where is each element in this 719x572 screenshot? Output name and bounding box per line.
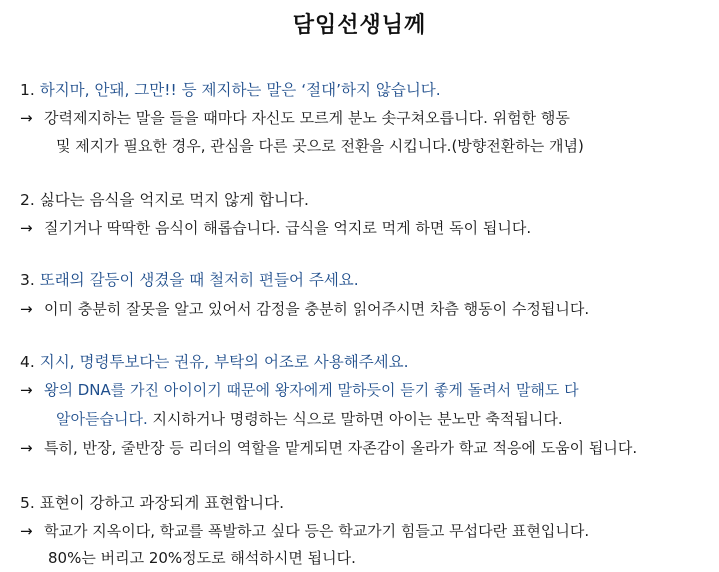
line-text: 및 제지가 필요한 경우, 관심을 다른 곳으로 전환을 시킵니다.(방향전환하는 개념)	[56, 137, 584, 155]
arrow-icon: →	[20, 381, 33, 399]
item-number: 3.	[20, 271, 35, 289]
page-title: 담임선생님께	[292, 13, 427, 38]
item-heading-text: 표현이 강하고 과장되게 표현합니다.	[39, 494, 285, 512]
item-2-line-1	[20, 218, 531, 238]
item-heading-text: 싫다는 음식을 억지로 먹지 않게 합니다.	[39, 191, 309, 209]
item-number: 5.	[20, 494, 35, 512]
item-3-heading	[20, 270, 359, 290]
item-4-heading	[20, 352, 409, 372]
item-5-heading	[20, 493, 284, 513]
item-number: 4.	[20, 353, 35, 371]
arrow-icon: →	[20, 219, 33, 237]
item-1-line-2	[56, 136, 584, 156]
item-5-line-2	[48, 548, 356, 568]
arrow-icon: →	[20, 300, 33, 318]
item-3-line-1	[20, 299, 589, 319]
item-1-heading	[20, 80, 441, 100]
item-number: 2.	[20, 191, 35, 209]
arrow-icon: →	[20, 522, 33, 540]
line-text: 질기거나 딱딱한 음식이 해롭습니다. 급식을 억지로 먹게 하면 독이 됩니다.	[44, 219, 532, 237]
arrow-icon: →	[20, 439, 33, 457]
item-number: 1.	[20, 81, 35, 99]
line-text: 지시하거나 명령하는 식으로 말하면 아이는 분노만 축적됩니다.	[147, 410, 563, 428]
line-text: 특히, 반장, 줄반장 등 리더의 역할을 맡게되면 자존감이 올라가 학교 적응에 도움이 됩니다.	[44, 439, 638, 457]
item-4-line-3	[20, 438, 637, 458]
line-text: 강력제지하는 말을 들을 때마다 자신도 모르게 분노 솟구쳐오릅니다. 위험한 행동	[44, 109, 570, 127]
line-text: 학교가 지옥이다, 학교를 폭발하고 싶다 등은 학교가기 힘들고 무섭다란 표현입니다.	[44, 522, 590, 540]
item-4-line-2	[56, 409, 563, 429]
line-text: 80%는 버리고 20%정도로 해석하시면 됩니다.	[48, 549, 356, 567]
line-text-highlight: 왕의 DNA를 가진 아이이기 때문에 왕자에게 말하듯이 듣기 좋게 돌려서 말해도 다	[44, 381, 579, 399]
item-heading-text: 지시, 명령투보다는 권유, 부탁의 어조로 사용해주세요.	[39, 353, 409, 371]
line-text: 이미 충분히 잘못을 알고 있어서 감정을 충분히 읽어주시면 차츰 행동이 수정됩니다.	[44, 300, 590, 318]
line-text-highlight: 알아듣습니다.	[56, 410, 148, 428]
item-4-line-1	[20, 380, 579, 400]
arrow-icon: →	[20, 109, 33, 127]
item-2-heading	[20, 190, 309, 210]
item-heading-text: 또래의 갈등이 생겼을 때 철저히 편들어 주세요.	[39, 271, 359, 289]
item-heading-text: 하지마, 안돼, 그만!! 등 제지하는 말은 ‘절대’하지 않습니다.	[39, 81, 441, 99]
item-1-line-1	[20, 108, 570, 128]
item-5-line-1	[20, 521, 589, 541]
